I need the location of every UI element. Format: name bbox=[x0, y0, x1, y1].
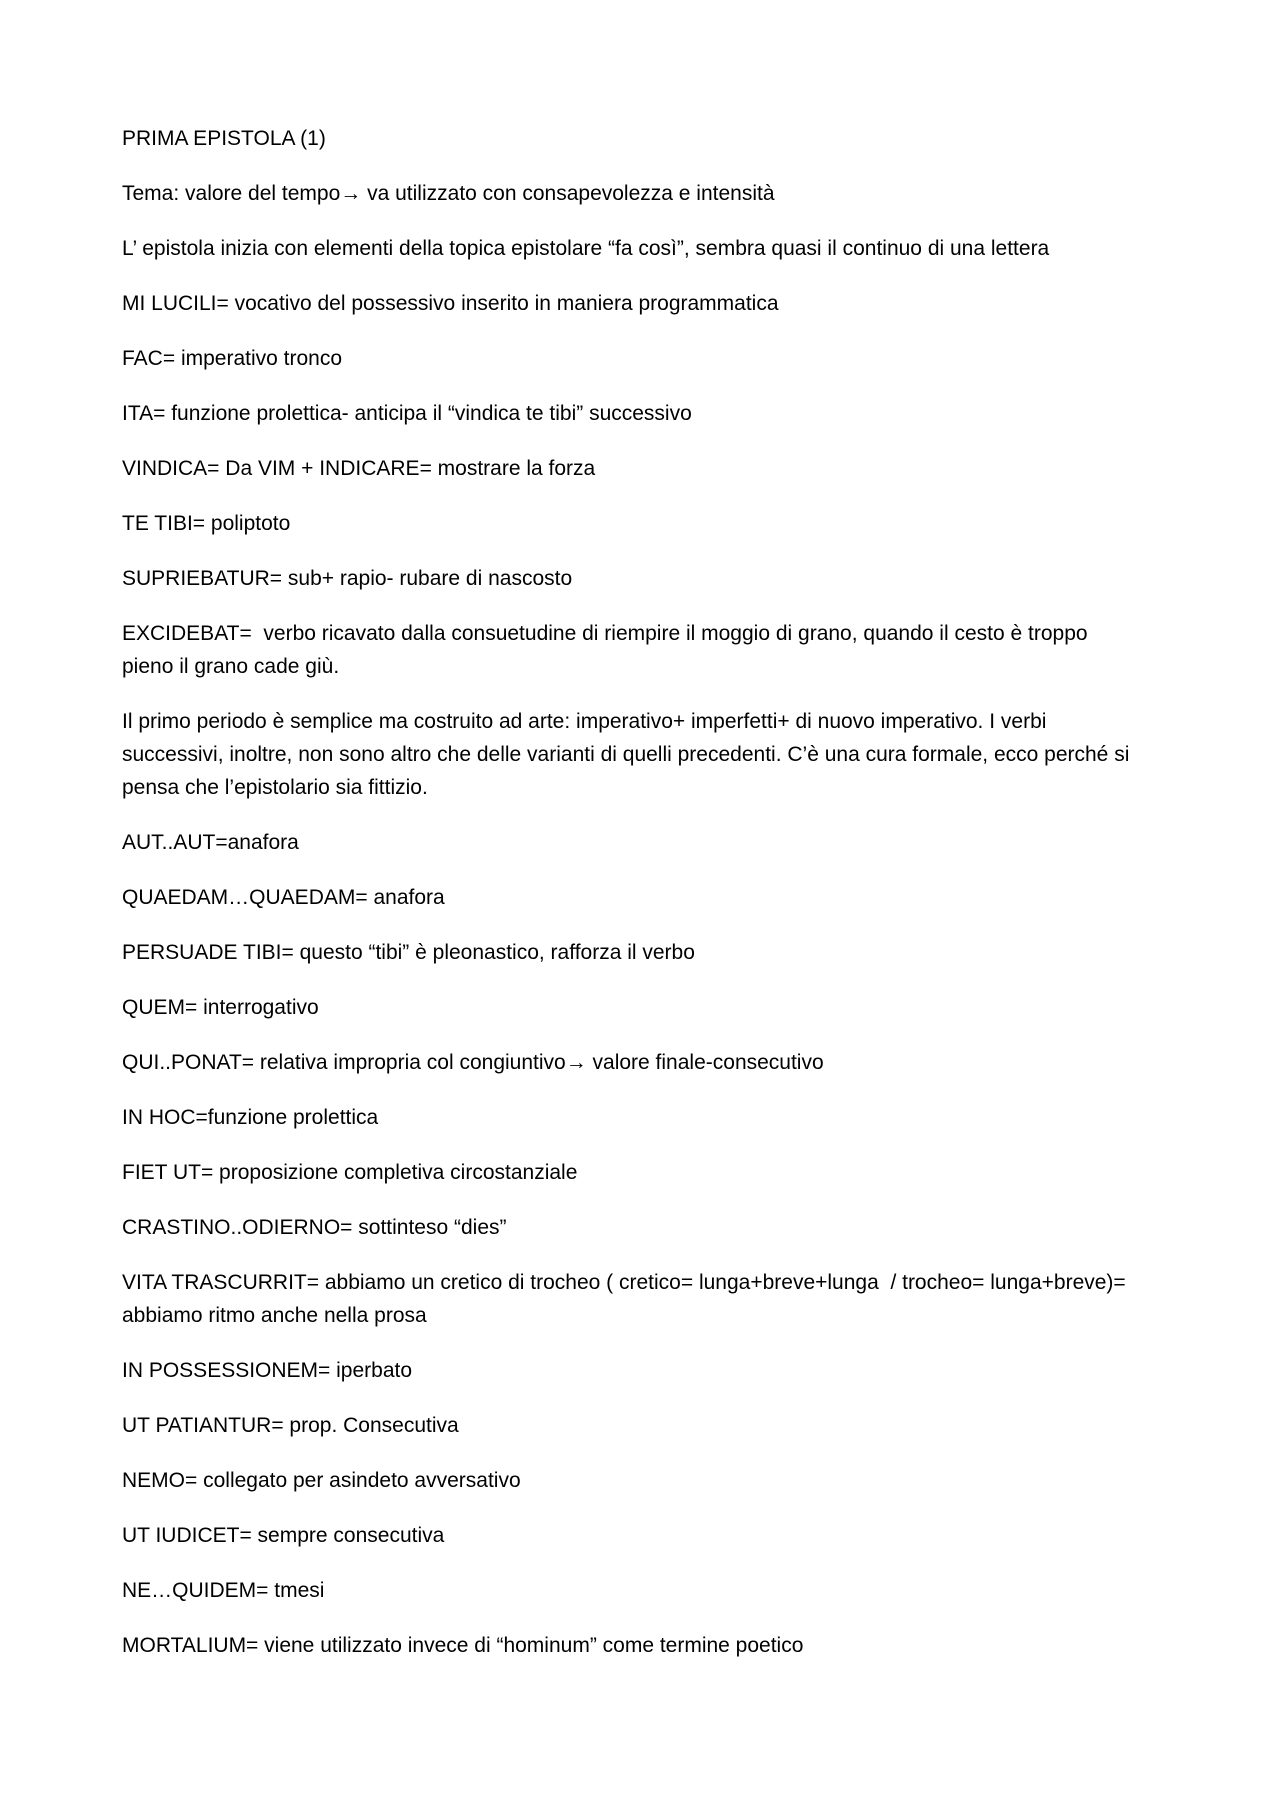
paragraph-ut-iudicet: UT IUDICET= sempre consecutiva bbox=[122, 1524, 445, 1547]
paragraph-in-possessionem: IN POSSESSIONEM= iperbato bbox=[122, 1359, 413, 1382]
paragraph-aut-aut: AUT..AUT=anafora bbox=[122, 831, 299, 854]
paragraph-tema: Tema: valore del tempo→ va utilizzato con consapevolezza e intensità bbox=[122, 182, 775, 205]
paragraph-supriebatur: SUPRIEBATUR= sub+ rapio- rubare di nascosto bbox=[122, 567, 573, 590]
paragraph-quaedam: QUAEDAM…QUAEDAM= anafora bbox=[122, 886, 445, 909]
paragraph-fiet-ut: FIET UT= proposizione completiva circostanziale bbox=[122, 1161, 578, 1184]
paragraph-mi-lucili: MI LUCILI= vocativo del possessivo inserito in maniera programmatica bbox=[122, 292, 779, 315]
doc-title: PRIMA EPISTOLA (1) bbox=[122, 127, 326, 150]
document-body bbox=[122, 122, 1136, 1684]
paragraph-ne-quidem: NE…QUIDEM= tmesi bbox=[122, 1579, 325, 1602]
paragraph-epistola-intro: L’ epistola inizia con elementi della topica epistolare “fa così”, sembra quasi il continuo di una lettera bbox=[122, 237, 1050, 260]
paragraph-ut-patiantur: UT PATIANTUR= prop. Consecutiva bbox=[122, 1414, 459, 1437]
paragraph-excidebat: EXCIDEBAT= verbo ricavato dalla consuetudine di riempire il moggio di grano, quando il cesto è troppo pieno il grano cade giù. bbox=[122, 622, 1094, 678]
paragraph-quem: QUEM= interrogativo bbox=[122, 996, 319, 1019]
paragraph-ita: ITA= funzione prolettica- anticipa il “vindica te tibi” successivo bbox=[122, 402, 692, 425]
paragraph-vita-trascurrit: VITA TRASCURRIT= abbiamo un cretico di trocheo ( cretico= lunga+breve+lunga / trocheo= lunga+breve)= abbiamo ritmo anche nella prosa bbox=[122, 1271, 1132, 1327]
paragraph-vindica: VINDICA= Da VIM + INDICARE= mostrare la forza bbox=[122, 457, 596, 480]
paragraph-fac: FAC= imperativo tronco bbox=[122, 347, 343, 370]
paragraph-in-hoc: IN HOC=funzione prolettica bbox=[122, 1106, 379, 1129]
paragraph-nemo: NEMO= collegato per asindeto avversativo bbox=[122, 1469, 521, 1492]
paragraph-persuade-tibi: PERSUADE TIBI= questo “tibi” è pleonastico, rafforza il verbo bbox=[122, 941, 695, 964]
paragraph-te-tibi: TE TIBI= poliptoto bbox=[122, 512, 291, 535]
paragraph-mortalium: MORTALIUM= viene utilizzato invece di “hominum” come termine poetico bbox=[122, 1634, 804, 1657]
paragraph-primo-periodo: Il primo periodo è semplice ma costruito ad arte: imperativo+ imperfetti+ di nuovo imperativo. I verbi successivi, inoltre, non sono altro che delle varianti di quelli precedenti. C’è una cura formale, ecco perché si pensa che l’epistolario sia fittizio. bbox=[122, 710, 1136, 799]
paragraph-crastino: CRASTINO..ODIERNO= sottinteso “dies” bbox=[122, 1216, 507, 1239]
paragraph-qui-ponat: QUI..PONAT= relativa impropria col congiuntivo→ valore finale-consecutivo bbox=[122, 1051, 824, 1074]
